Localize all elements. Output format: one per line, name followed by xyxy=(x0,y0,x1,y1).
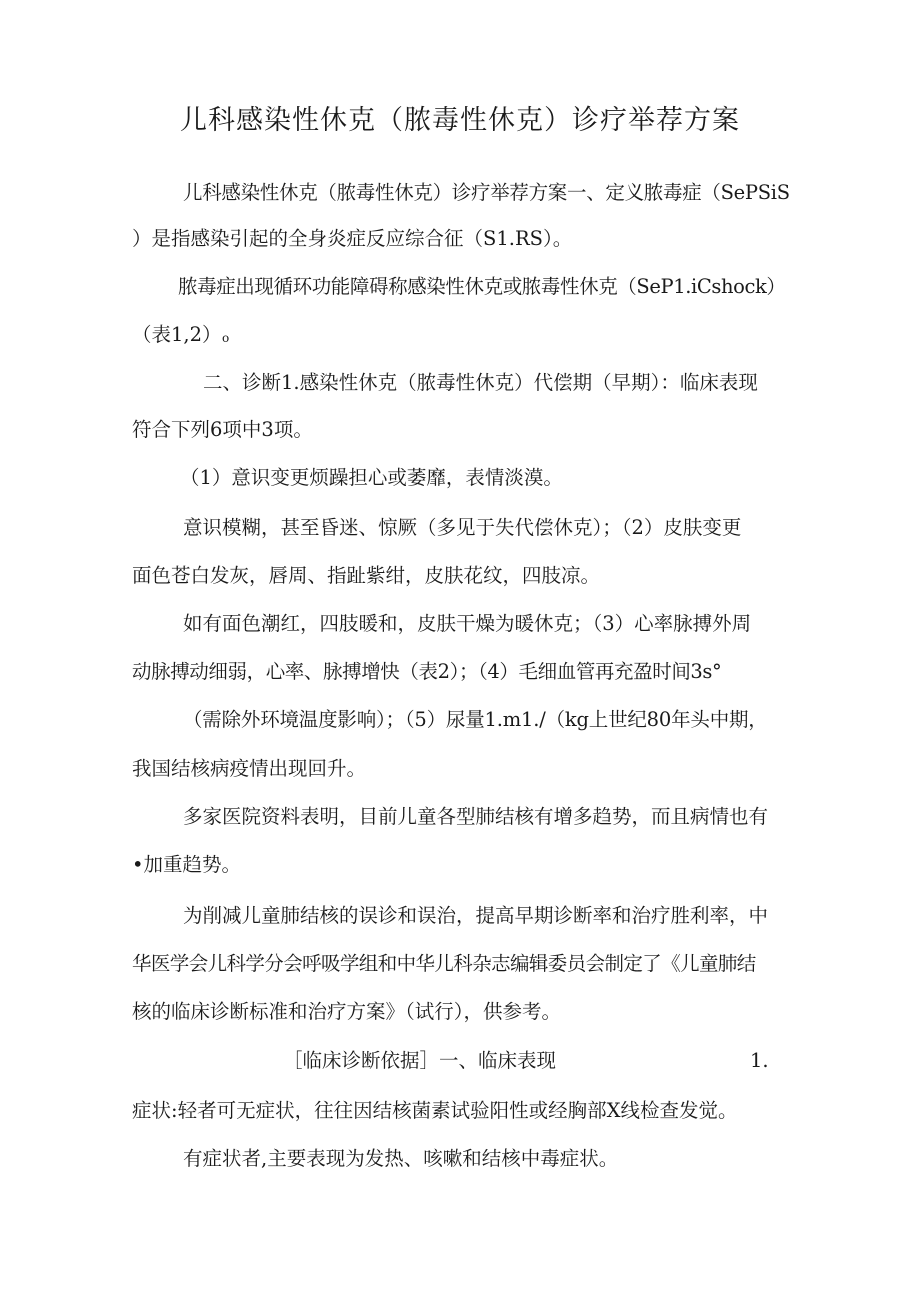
document-title: 儿科感染性休克（脓毒性休克）诊疗举荐方案 xyxy=(180,105,740,136)
paragraph-line: 意识模糊，甚至昏迷、惊厥（多见于失代偿休克）；（2）皮肤变更 xyxy=(183,516,742,539)
paragraph-line: （表1,2） xyxy=(132,323,222,346)
paragraph-line: 如有面色潮红，四肢暖和，皮肤干燥为暖休克；（3）心率脉搏外周 xyxy=(183,612,752,635)
paragraph-line: •加重趋势。 xyxy=(132,853,242,876)
paragraph-line: 症状:轻者可无症状，往往因结核菌素试验阳性或经胸部X线检查发觉。 xyxy=(132,1099,738,1122)
paragraph-line: 华医学会儿科学分会呼吸学组和中华儿科杂志编辑委员会制定了《儿童肺结 xyxy=(132,952,756,975)
paragraph-line: 多家医院资料表明，目前儿童各型肺结核有增多趋势，而且病情也有 xyxy=(183,805,769,828)
paragraph-line: 为削减儿童肺结核的误诊和误治，提高早期诊断率和治疗胜利率，中 xyxy=(183,904,769,927)
paragraph-line: 符合下列6项中3项。 xyxy=(132,418,313,441)
list-number: 1. xyxy=(750,1049,769,1072)
paragraph-line: 脓毒症出现循环功能障碍称感染性休克或脓毒性休克（SeP1.iCshock） xyxy=(178,275,786,298)
paragraph-line: 核的临床诊断标准和治疗方案》（试行），供参考。 xyxy=(132,1000,562,1023)
paragraph-line: 我国结核病疫情出现回升。 xyxy=(132,757,367,780)
section-heading: ［临床诊断依据］一、临床表现 xyxy=(283,1049,557,1072)
paragraph-line: 儿科感染性休克（脓毒性休克）诊疗举荐方案一、定义脓毒症（SePSiS xyxy=(183,181,790,204)
paragraph-line: （1）意识变更烦躁担心或萎靡，表情淡漠。 xyxy=(180,466,563,489)
paragraph-line: ）是指感染引起的全身炎症反应综合征（S1.RS）。 xyxy=(132,227,573,250)
paragraph-line: 二、诊断1.感染性休克（脓毒性休克）代偿期（早期）：临床表现 xyxy=(203,371,758,394)
paragraph-line: 有症状者,主要表现为发热、咳嗽和结核中毒症状。 xyxy=(183,1147,619,1170)
paragraph-line: （需除外环境温度影响）；（5）尿量1.m1./（kg上世纪80年头中期， xyxy=(183,708,768,731)
paragraph-line: 动脉搏动细弱，心率、脉搏增快（表2）；（4）毛细血管再充盈时间3s° xyxy=(132,660,722,683)
paragraph-line: 面色苍白发灰，唇周、指趾紫绀，皮肤花纹，四肢凉。 xyxy=(132,564,601,587)
paragraph-fragment: o xyxy=(222,331,230,345)
